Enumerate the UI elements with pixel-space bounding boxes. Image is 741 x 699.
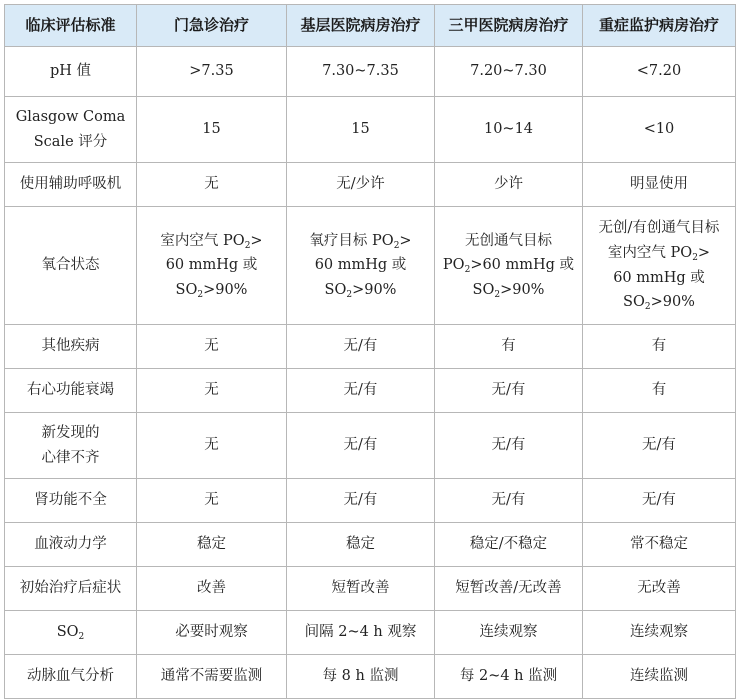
cell-text: 其他疾病 (41, 338, 100, 355)
cell-text: 氧疗目标 $PO_2>$ (309, 232, 412, 251)
cell-text: 无改善 (637, 580, 681, 597)
cell-primary-hospital (287, 47, 435, 97)
row-label (5, 413, 137, 479)
cell-primary-hospital (287, 163, 435, 207)
cell-tertiary-hospital (435, 47, 583, 97)
cell-text: <10 (643, 121, 675, 138)
cell-outpatient (137, 369, 287, 413)
cell-primary-hospital (287, 369, 435, 413)
cell-text: 使用辅助呼吸机 (19, 176, 122, 193)
clinical-criteria-table (4, 4, 736, 699)
cell-outpatient (137, 655, 287, 699)
cell-icu (583, 325, 736, 369)
cell-text: 心律不齐 (41, 449, 100, 466)
cell-icu (583, 97, 736, 163)
table-row (5, 325, 736, 369)
cell-text: 无 (204, 492, 219, 509)
table-row (5, 369, 736, 413)
cell-text: >7.35 (189, 63, 234, 80)
cell-text: 无/有 (343, 338, 378, 355)
cell-text: 短暂改善/无改善 (455, 580, 562, 597)
cell-text: 60 mmHg 或 (165, 257, 258, 274)
cell-outpatient (137, 567, 287, 611)
cell-text: 60 mmHg 或 (613, 269, 705, 286)
cell-primary-hospital (287, 413, 435, 479)
cell-text: 无/有 (491, 492, 526, 509)
cell-primary-hospital (287, 611, 435, 655)
header-outpatient: 门急诊治疗 (137, 5, 287, 47)
cell-icu (583, 163, 736, 207)
cell-text: 稳定 (346, 536, 375, 553)
table-row (5, 47, 736, 97)
cell-text: 每 2~4 h 监测 (459, 668, 558, 685)
cell-text: Glasgow Coma (15, 108, 126, 125)
cell-tertiary-hospital (435, 413, 583, 479)
cell-text: 有 (651, 338, 667, 355)
cell-text: 初始治疗后症状 (19, 580, 122, 597)
cell-icu (583, 479, 736, 523)
table-row (5, 207, 736, 325)
cell-text: Scale 评分 (33, 133, 108, 150)
cell-outpatient (137, 97, 287, 163)
row-label (5, 611, 137, 655)
row-label (5, 369, 137, 413)
cell-outpatient (137, 325, 287, 369)
cell-text: 无/有 (343, 382, 378, 399)
cell-outpatient (137, 611, 287, 655)
cell-text: 稳定 (197, 536, 226, 553)
cell-text: 15 (351, 121, 370, 138)
cell-tertiary-hospital (435, 97, 583, 163)
criteria-table-container (4, 4, 735, 685)
cell-text: $SO_2>90\%$ (623, 294, 695, 313)
cell-primary-hospital (287, 655, 435, 699)
cell-tertiary-hospital (435, 523, 583, 567)
cell-text: 有 (501, 338, 516, 355)
cell-icu (583, 523, 736, 567)
cell-outpatient (137, 47, 287, 97)
cell-text: 必要时观察 (175, 624, 248, 641)
cell-text: 有 (651, 382, 667, 399)
cell-tertiary-hospital (435, 479, 583, 523)
cell-text: 短暂改善 (331, 580, 390, 597)
cell-text: 60 mmHg 或 (314, 257, 407, 274)
cell-icu (583, 567, 736, 611)
cell-outpatient (137, 523, 287, 567)
cell-outpatient (137, 479, 287, 523)
cell-primary-hospital (287, 325, 435, 369)
row-label (5, 97, 137, 163)
cell-icu (583, 611, 736, 655)
cell-tertiary-hospital (435, 611, 583, 655)
row-label (5, 207, 137, 325)
row-label (5, 47, 137, 97)
cell-text: $SO_2>90\%$ (324, 281, 397, 300)
row-label (5, 523, 137, 567)
cell-tertiary-hospital (435, 369, 583, 413)
cell-text: 10~14 (483, 121, 534, 138)
cell-text: 无/有 (491, 382, 526, 399)
cell-text: 无创/有创通气目标 (598, 220, 720, 237)
cell-text: 常不稳定 (630, 536, 688, 553)
cell-text: 无/有 (642, 492, 676, 509)
row-label (5, 567, 137, 611)
cell-text: 肾功能不全 (34, 492, 107, 509)
cell-text: 15 (202, 121, 221, 138)
header-row (5, 5, 736, 47)
table-row (5, 611, 736, 655)
header-tertiary-hospital: 三甲医院病房治疗 (435, 5, 583, 47)
cell-icu (583, 655, 736, 699)
row-label (5, 655, 137, 699)
header-icu: 重症监护病房治疗 (583, 5, 736, 47)
cell-text: 室内空气 $PO_2>$ (607, 244, 711, 263)
cell-tertiary-hospital (435, 567, 583, 611)
cell-primary-hospital (287, 523, 435, 567)
cell-text: 右心功能衰竭 (27, 382, 114, 399)
cell-text: 无 (204, 382, 219, 399)
cell-primary-hospital (287, 97, 435, 163)
header-criteria: 临床评估标准 (5, 5, 137, 47)
table-row (5, 163, 736, 207)
cell-text: 7.20~7.30 (470, 63, 547, 80)
cell-text: 7.30~7.35 (322, 63, 399, 80)
table-row (5, 523, 736, 567)
cell-tertiary-hospital (435, 325, 583, 369)
cell-text: 少许 (494, 176, 523, 193)
cell-outpatient (137, 413, 287, 479)
cell-text: 明显使用 (630, 176, 688, 193)
cell-text: 无/少许 (336, 176, 385, 193)
cell-text: 连续观察 (630, 624, 688, 641)
cell-text: <7.20 (636, 63, 682, 80)
cell-tertiary-hospital (435, 207, 583, 325)
cell-text: 无/有 (343, 492, 378, 509)
cell-text: $PO_2>60$ mmHg 或 (442, 257, 575, 276)
cell-primary-hospital (287, 207, 435, 325)
cell-text: 无/有 (343, 437, 378, 454)
cell-icu (583, 47, 736, 97)
table-row (5, 655, 736, 699)
cell-text: $SO_2>90\%$ (175, 281, 248, 300)
header-primary-hospital: 基层医院病房治疗 (287, 5, 435, 47)
table-row (5, 479, 736, 523)
cell-text: 氧合状态 (41, 257, 100, 274)
cell-text: 间隔 2~4 h 观察 (304, 624, 417, 641)
cell-outpatient (137, 207, 287, 325)
cell-text: 无 (204, 176, 219, 193)
cell-tertiary-hospital (435, 655, 583, 699)
row-label (5, 479, 137, 523)
table-row (5, 413, 736, 479)
cell-text: 每 8 h 监测 (322, 668, 399, 685)
cell-text: 稳定/不稳定 (469, 536, 548, 553)
cell-text: 连续监测 (630, 668, 688, 685)
cell-text: 室内空气 $PO_2>$ (160, 232, 263, 251)
cell-text: 连续观察 (479, 624, 538, 641)
cell-text: 无创通气目标 (465, 232, 552, 249)
cell-text: 通常不需要监测 (160, 668, 263, 685)
cell-text: 新发现的 (41, 424, 100, 441)
row-label (5, 325, 137, 369)
table-row (5, 567, 736, 611)
cell-outpatient (137, 163, 287, 207)
cell-tertiary-hospital (435, 163, 583, 207)
cell-text: $SO_2>90\%$ (472, 281, 545, 300)
cell-text: 无/有 (642, 437, 676, 454)
cell-text: $SO_2$ (56, 624, 85, 643)
cell-text: 血液动力学 (34, 536, 107, 553)
cell-icu (583, 369, 736, 413)
row-label (5, 163, 137, 207)
cell-text: pH 值 (49, 63, 92, 80)
cell-icu (583, 413, 736, 479)
cell-text: 改善 (197, 580, 226, 597)
cell-primary-hospital (287, 479, 435, 523)
cell-primary-hospital (287, 567, 435, 611)
table-body (5, 47, 736, 699)
cell-text: 无/有 (491, 437, 526, 454)
table-row (5, 97, 736, 163)
cell-text: 无 (204, 338, 219, 355)
cell-icu (583, 207, 736, 325)
cell-text: 动脉血气分析 (27, 668, 114, 685)
cell-text: 无 (204, 437, 219, 454)
